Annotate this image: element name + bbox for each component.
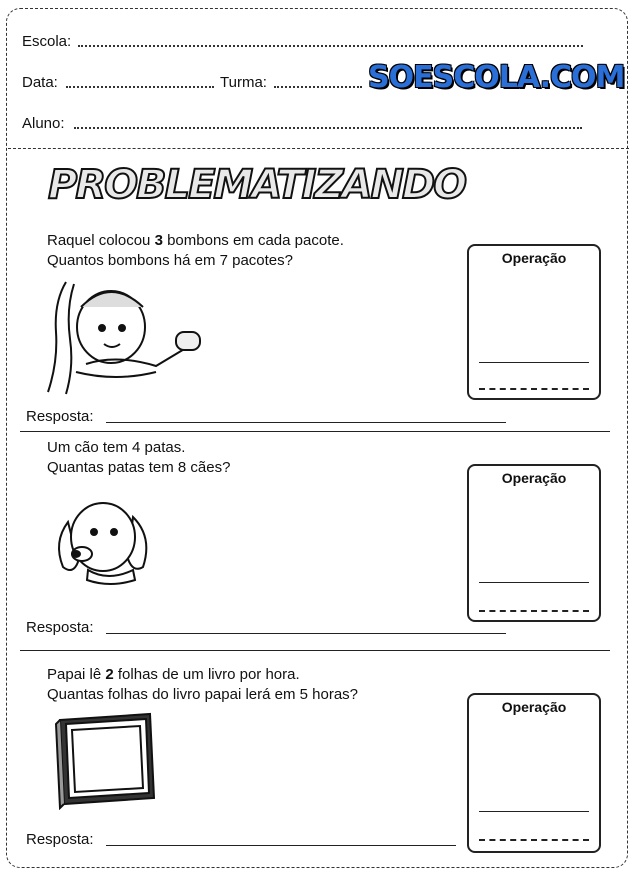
aluno-field[interactable]: [74, 127, 582, 129]
operation-line: [479, 811, 589, 812]
problem-3-text: Papai lê 2 folhas de um livro por hora. Quantas folhas do livro papai lerá em 5 horas?: [47, 666, 359, 703]
escola-field[interactable]: [78, 45, 583, 47]
page-title: PROBLEMATIZANDO: [48, 162, 466, 208]
operation-line: [479, 582, 589, 583]
problem-3-answer-label: Resposta:: [26, 831, 94, 848]
operation-line: [479, 362, 589, 363]
problem-divider: [20, 650, 610, 651]
book-illustration: [50, 710, 160, 810]
turma-field[interactable]: [274, 86, 362, 88]
problem-1-answer-line[interactable]: [106, 422, 506, 423]
problem-3-answer-line[interactable]: [106, 845, 456, 846]
data-field[interactable]: [66, 86, 214, 88]
problem-3-operation-label: Operação: [501, 699, 567, 715]
operation-dash-line: [479, 610, 589, 612]
problem-1-text: Raquel colocou 3 bombons em cada pacote. Quantos bombons há em 7 pacotes?: [47, 232, 344, 269]
problem-2-operation-label: Operação: [501, 470, 567, 486]
header-divider: [8, 148, 629, 149]
problem-1-operation-label: Operação: [501, 250, 567, 266]
operation-dash-line: [479, 388, 589, 390]
problem-1-answer-label: Resposta:: [26, 408, 94, 425]
operation-dash-line: [479, 839, 589, 841]
problem-divider: [20, 431, 610, 432]
site-logo: SOESCOLA.COM: [368, 60, 625, 95]
turma-label: Turma:: [220, 74, 267, 91]
escola-label: Escola:: [22, 33, 72, 50]
problem-2-answer-label: Resposta:: [26, 619, 94, 636]
problem-2-answer-line[interactable]: [106, 633, 506, 634]
data-label: Data:: [22, 74, 58, 91]
girl-with-candy-illustration: [36, 272, 216, 402]
problem-1-operation-box[interactable]: [467, 244, 601, 400]
dog-illustration: [48, 492, 158, 587]
problem-2-operation-box[interactable]: [467, 464, 601, 622]
problem-2-text: Um cão tem 4 patas. Quantas patas tem 8 cães?: [47, 439, 231, 476]
aluno-label: Aluno:: [22, 115, 65, 132]
problem-3-operation-box[interactable]: [467, 693, 601, 853]
